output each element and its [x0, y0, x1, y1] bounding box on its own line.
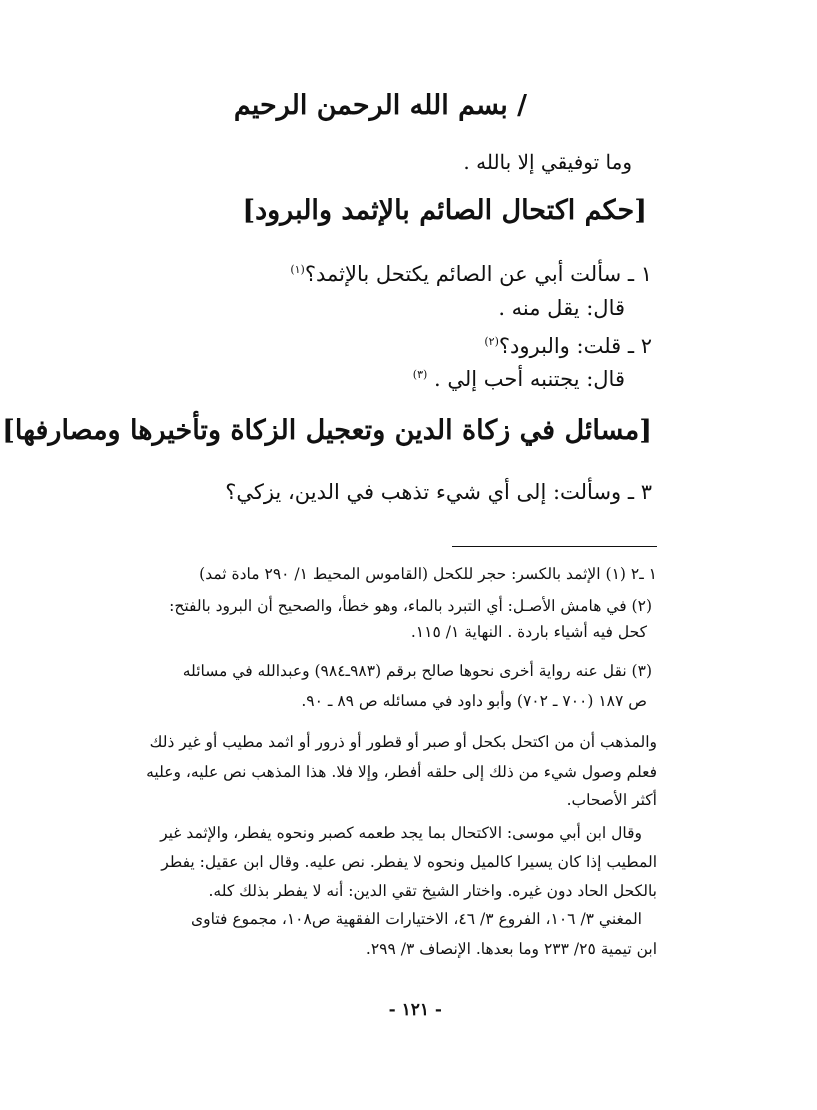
- answer-1: قال: يقل منه .: [498, 296, 625, 320]
- question-3-number: ٣ ـ: [627, 480, 652, 504]
- footnote-ref-2: (٢): [484, 335, 499, 348]
- question-1: [290, 262, 652, 286]
- question-2-text: قلت: والبرود؟: [498, 334, 622, 358]
- sources-line-1: المغني ٣/ ١٠٦، الفروع ٣/ ٤٦، الاختيارات الفقهية ص١٠٨، مجموع فتاوى: [191, 910, 642, 928]
- question-2-number: ٢ ـ: [627, 334, 652, 358]
- answer-2: [413, 367, 625, 391]
- question-1-number: ١ ـ: [627, 262, 652, 286]
- answer-2-text: قال: يجتنبه أحب إلي .: [434, 367, 625, 391]
- page-number: - ١٢١ -: [388, 1000, 442, 1020]
- footnote-ref-1: (١): [290, 263, 305, 276]
- footnote-2-line-2: كحل فيه أشياء باردة . النهاية ١/ ١١٥.: [410, 623, 647, 641]
- question-1-text: سألت أبي عن الصائم يكتحل بالإثمد؟: [304, 262, 622, 286]
- footnote-divider: [452, 546, 657, 547]
- section-heading-kohl: [حكم اكتحال الصائم بالإثمد والبرود]: [242, 195, 647, 226]
- footnote-1: ١ ـ٢ (١) الإثمد بالكسر: حجر للكحل (القاموس المحيط ١/ ٢٩٠ مادة ثمد): [199, 565, 657, 583]
- footnote-3-line-2: ص ١٨٧ (٧٠٠ ـ ٧٠٢) وأبو داود في مسائله ص ٨٩ ـ ٩٠.: [301, 692, 647, 710]
- footnote-ref-3: (٣): [412, 368, 428, 381]
- footnote-2-line-1: (٢) في هامش الأصـل: أي التبرد بالماء، وهو خطأ، والصحيح أن البرود بالفتح:: [169, 597, 652, 615]
- basmala: / بسم الله الرحمن الرحيم: [233, 90, 527, 121]
- madhhab-note-line-6: بالكحل الحاد دون غيره. واختار الشيخ تقي الدين: أنه لا يفطر بذلك كله.: [208, 882, 657, 900]
- sources-line-2: ابن تيمية ٢٥/ ٢٣٣ وما بعدها. الإنصاف ٣/ ٢٩٩.: [365, 940, 657, 958]
- madhhab-note-line-5: المطيب إذا كان يسيرا كالميل ونحوه لا يفطر. نص عليه. وقال ابن عقيل: يفطر: [161, 853, 657, 871]
- madhhab-note-line-2: فعلم وصول شيء من ذلك إلى حلقه أفطر، وإلا فلا. هذا المذهب نص عليه، وعليه: [146, 763, 657, 781]
- question-3: [225, 480, 652, 504]
- footnote-3-line-1: (٣) نقل عنه رواية أخرى نحوها صالح برقم (٩٨٣ـ٩٨٤) وعبدالله في مسائله: [182, 662, 652, 680]
- madhhab-note-line-4: وقال ابن أبي موسى: الاكتحال بما يجد طعمه كصبر ونحوه يفطر، والإثمد غير: [160, 824, 642, 842]
- question-3-text: وسألت: إلى أي شيء تذهب في الدين، يزكي؟: [225, 480, 622, 504]
- madhhab-note-line-1: والمذهب أن من اكتحل بكحل أو صبر أو قطور أو ذرور أو اثمد مطيب أو غير ذلك: [149, 733, 657, 751]
- section-heading-zakat: [مسائل في زكاة الدين وتعجيل الزكاة وتأخيرها ومصارفها]: [2, 415, 652, 446]
- tawfiq-line: وما توفيقي إلا بالله .: [463, 150, 632, 174]
- question-2: [484, 334, 652, 358]
- madhhab-note-line-3: أكثر الأصحاب.: [566, 791, 657, 809]
